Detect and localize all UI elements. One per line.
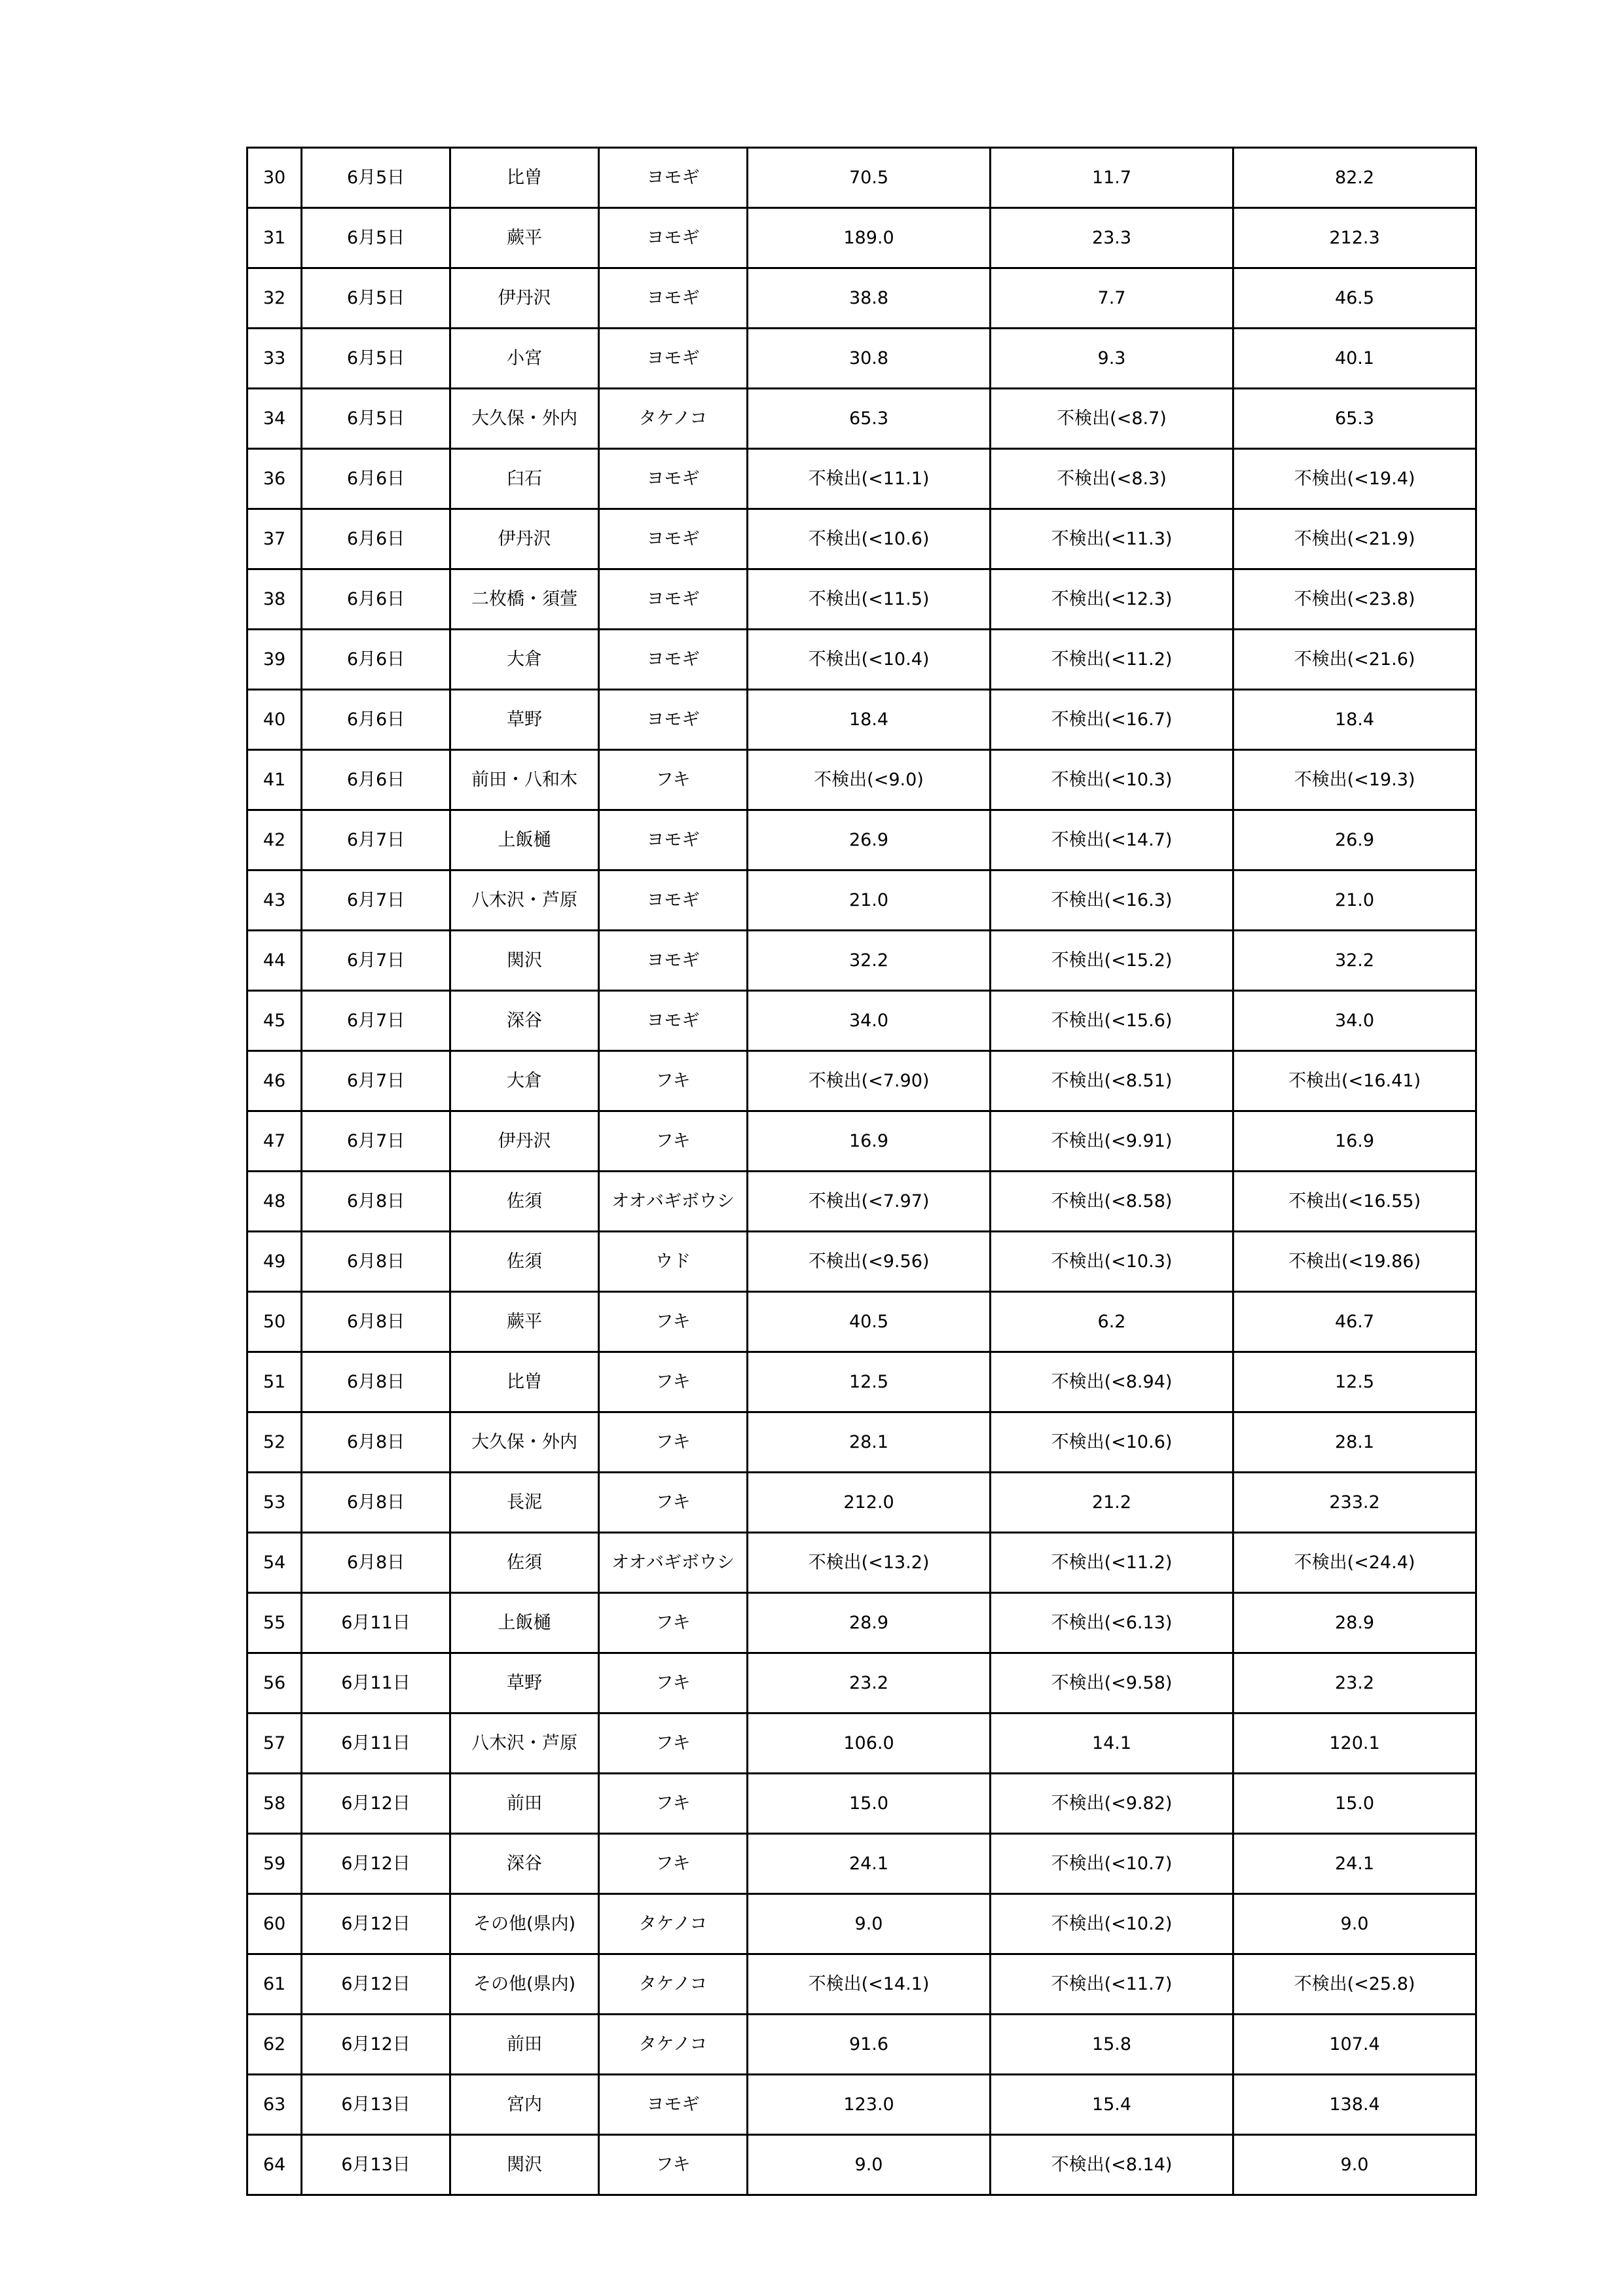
table-row [247,1653,1476,1713]
cell-date: 6月8日 [302,1232,450,1292]
cell-number: 50 [247,1292,302,1352]
cell-value-1: 9.0 [748,2135,991,2195]
cell-value-1: 106.0 [748,1713,991,1774]
cell-item: フキ [599,1774,748,1834]
cell-value-3: 不検出(<21.9) [1233,509,1476,569]
cell-area: 佐須 [450,1232,599,1292]
cell-item: フキ [599,2135,748,2195]
cell-value-2: 不検出(<16.3) [991,870,1233,931]
cell-value-2: 不検出(<11.2) [991,1533,1233,1593]
table-row [247,1292,1476,1352]
cell-date: 6月7日 [302,1111,450,1172]
cell-item: フキ [599,1834,748,1894]
table-row [247,1894,1476,1954]
cell-area: 二枚橋・須萱 [450,569,599,630]
cell-value-2: 11.7 [991,148,1233,208]
cell-value-2: 不検出(<9.82) [991,1774,1233,1834]
cell-value-1: 不検出(<9.0) [748,750,991,810]
table-row [247,1473,1476,1533]
cell-area: 伊丹沢 [450,509,599,569]
cell-number: 30 [247,148,302,208]
table-row [247,630,1476,690]
cell-value-2: 不検出(<8.94) [991,1352,1233,1412]
cell-value-2: 不検出(<15.2) [991,931,1233,991]
cell-date: 6月13日 [302,2135,450,2195]
cell-number: 42 [247,810,302,870]
cell-date: 6月5日 [302,389,450,449]
cell-area: 前田 [450,1774,599,1834]
cell-item: フキ [599,1713,748,1774]
table-row [247,1593,1476,1653]
cell-value-1: 30.8 [748,329,991,389]
table-row [247,268,1476,329]
cell-number: 46 [247,1051,302,1111]
cell-value-2: 不検出(<6.13) [991,1593,1233,1653]
table-row [247,1111,1476,1172]
cell-value-3: 不検出(<19.4) [1233,449,1476,509]
cell-value-1: 9.0 [748,1894,991,1954]
cell-value-1: 12.5 [748,1352,991,1412]
cell-item: ヨモギ [599,630,748,690]
cell-value-1: 18.4 [748,690,991,750]
cell-number: 63 [247,2075,302,2135]
cell-number: 34 [247,389,302,449]
table-row [247,1051,1476,1111]
table-row [247,148,1476,208]
cell-value-1: 28.9 [748,1593,991,1653]
cell-value-1: 不検出(<11.1) [748,449,991,509]
cell-number: 47 [247,1111,302,1172]
cell-date: 6月7日 [302,1051,450,1111]
cell-value-3: 21.0 [1233,870,1476,931]
table-row [247,1774,1476,1834]
cell-item: ヨモギ [599,870,748,931]
table-row [247,690,1476,750]
cell-value-3: 65.3 [1233,389,1476,449]
cell-value-2: 7.7 [991,268,1233,329]
cell-area: 佐須 [450,1172,599,1232]
cell-item: タケノコ [599,389,748,449]
cell-item: ヨモギ [599,569,748,630]
cell-area: 佐須 [450,1533,599,1593]
cell-area: 上飯樋 [450,810,599,870]
cell-item: ヨモギ [599,991,748,1051]
cell-value-2: 23.3 [991,208,1233,268]
cell-number: 51 [247,1352,302,1412]
cell-item: フキ [599,1111,748,1172]
cell-number: 57 [247,1713,302,1774]
cell-date: 6月7日 [302,931,450,991]
cell-item: タケノコ [599,1954,748,2015]
cell-value-2: 15.4 [991,2075,1233,2135]
cell-value-1: 不検出(<11.5) [748,569,991,630]
cell-area: 深谷 [450,1834,599,1894]
cell-area: 深谷 [450,991,599,1051]
cell-area: 大久保・外内 [450,389,599,449]
cell-value-1: 不検出(<9.56) [748,1232,991,1292]
cell-value-1: 91.6 [748,2015,991,2075]
cell-value-1: 65.3 [748,389,991,449]
cell-value-2: 不検出(<10.7) [991,1834,1233,1894]
cell-item: フキ [599,1292,748,1352]
cell-value-3: 15.0 [1233,1774,1476,1834]
cell-date: 6月5日 [302,208,450,268]
cell-date: 6月6日 [302,449,450,509]
cell-value-1: 38.8 [748,268,991,329]
cell-date: 6月6日 [302,750,450,810]
cell-value-2: 不検出(<10.2) [991,1894,1233,1954]
table-row [247,931,1476,991]
cell-date: 6月7日 [302,810,450,870]
cell-number: 40 [247,690,302,750]
cell-value-3: 120.1 [1233,1713,1476,1774]
table-row [247,1352,1476,1412]
cell-value-2: 不検出(<14.7) [991,810,1233,870]
cell-number: 55 [247,1593,302,1653]
cell-date: 6月13日 [302,2075,450,2135]
results-table-body [247,148,1476,2195]
cell-area: その他(県内) [450,1894,599,1954]
cell-area: 八木沢・芦原 [450,870,599,931]
table-row [247,2075,1476,2135]
cell-date: 6月12日 [302,2015,450,2075]
cell-item: フキ [599,1593,748,1653]
cell-value-3: 不検出(<25.8) [1233,1954,1476,2015]
cell-value-2: 不検出(<12.3) [991,569,1233,630]
cell-number: 58 [247,1774,302,1834]
cell-area: 大倉 [450,1051,599,1111]
cell-value-3: 32.2 [1233,931,1476,991]
cell-number: 44 [247,931,302,991]
cell-value-2: 不検出(<9.58) [991,1653,1233,1713]
cell-value-2: 不検出(<8.14) [991,2135,1233,2195]
cell-number: 59 [247,1834,302,1894]
cell-item: ヨモギ [599,268,748,329]
cell-date: 6月8日 [302,1292,450,1352]
cell-item: フキ [599,1412,748,1473]
cell-number: 31 [247,208,302,268]
cell-area: 伊丹沢 [450,268,599,329]
cell-value-1: 34.0 [748,991,991,1051]
cell-value-3: 16.9 [1233,1111,1476,1172]
cell-area: 比曽 [450,1352,599,1412]
cell-value-2: 不検出(<9.91) [991,1111,1233,1172]
cell-value-1: 189.0 [748,208,991,268]
table-row [247,991,1476,1051]
table-row [247,750,1476,810]
cell-value-3: 82.2 [1233,148,1476,208]
cell-number: 54 [247,1533,302,1593]
table-row [247,2015,1476,2075]
cell-area: 蕨平 [450,208,599,268]
cell-date: 6月5日 [302,268,450,329]
cell-value-2: 不検出(<10.3) [991,750,1233,810]
cell-area: 関沢 [450,931,599,991]
table-row [247,509,1476,569]
cell-date: 6月7日 [302,991,450,1051]
table-row [247,1713,1476,1774]
cell-date: 6月11日 [302,1653,450,1713]
cell-item: ヨモギ [599,329,748,389]
cell-value-2: 不検出(<10.6) [991,1412,1233,1473]
cell-item: フキ [599,1473,748,1533]
table-row [247,329,1476,389]
cell-value-1: 32.2 [748,931,991,991]
cell-date: 6月7日 [302,870,450,931]
cell-value-1: 不検出(<13.2) [748,1533,991,1593]
cell-item: ヨモギ [599,148,748,208]
cell-number: 33 [247,329,302,389]
cell-value-3: 26.9 [1233,810,1476,870]
cell-value-3: 9.0 [1233,1894,1476,1954]
cell-area: 関沢 [450,2135,599,2195]
cell-value-3: 9.0 [1233,2135,1476,2195]
cell-value-2: 21.2 [991,1473,1233,1533]
cell-value-2: 不検出(<11.2) [991,630,1233,690]
cell-item: タケノコ [599,1894,748,1954]
cell-number: 56 [247,1653,302,1713]
cell-value-1: 23.2 [748,1653,991,1713]
cell-area: 前田 [450,2015,599,2075]
cell-date: 6月8日 [302,1473,450,1533]
cell-date: 6月12日 [302,1894,450,1954]
cell-item: ヨモギ [599,449,748,509]
cell-value-2: 15.8 [991,2015,1233,2075]
cell-area: その他(県内) [450,1954,599,2015]
cell-value-2: 不検出(<11.3) [991,509,1233,569]
cell-date: 6月8日 [302,1533,450,1593]
cell-value-1: 不検出(<10.4) [748,630,991,690]
cell-area: 小宮 [450,329,599,389]
results-table [246,147,1477,2196]
cell-value-1: 24.1 [748,1834,991,1894]
cell-date: 6月8日 [302,1352,450,1412]
cell-area: 蕨平 [450,1292,599,1352]
cell-value-3: 不検出(<24.4) [1233,1533,1476,1593]
cell-date: 6月6日 [302,569,450,630]
cell-date: 6月5日 [302,329,450,389]
cell-item: ヨモギ [599,931,748,991]
cell-item: ヨモギ [599,810,748,870]
cell-value-3: 46.7 [1233,1292,1476,1352]
cell-value-3: 12.5 [1233,1352,1476,1412]
cell-item: オオバギボウシ [599,1533,748,1593]
cell-value-2: 不検出(<8.7) [991,389,1233,449]
cell-date: 6月5日 [302,148,450,208]
cell-value-1: 不検出(<14.1) [748,1954,991,2015]
cell-item: ヨモギ [599,2075,748,2135]
cell-value-3: 212.3 [1233,208,1476,268]
cell-value-2: 6.2 [991,1292,1233,1352]
table-row [247,1412,1476,1473]
table-row [247,569,1476,630]
cell-value-2: 不検出(<8.3) [991,449,1233,509]
cell-number: 45 [247,991,302,1051]
cell-area: 臼石 [450,449,599,509]
cell-number: 39 [247,630,302,690]
cell-date: 6月11日 [302,1593,450,1653]
cell-value-3: 不検出(<19.3) [1233,750,1476,810]
cell-value-3: 24.1 [1233,1834,1476,1894]
cell-date: 6月12日 [302,1774,450,1834]
cell-value-3: 不検出(<21.6) [1233,630,1476,690]
cell-date: 6月11日 [302,1713,450,1774]
cell-date: 6月6日 [302,630,450,690]
cell-number: 61 [247,1954,302,2015]
cell-value-3: 40.1 [1233,329,1476,389]
cell-item: タケノコ [599,2015,748,2075]
cell-value-3: 34.0 [1233,991,1476,1051]
table-row [247,1172,1476,1232]
cell-value-1: 212.0 [748,1473,991,1533]
cell-number: 49 [247,1232,302,1292]
cell-item: フキ [599,1653,748,1713]
cell-item: オオバギボウシ [599,1172,748,1232]
cell-area: 草野 [450,690,599,750]
cell-value-1: 不検出(<7.90) [748,1051,991,1111]
cell-value-2: 不検出(<16.7) [991,690,1233,750]
cell-number: 32 [247,268,302,329]
cell-number: 64 [247,2135,302,2195]
cell-number: 38 [247,569,302,630]
cell-value-1: 21.0 [748,870,991,931]
cell-area: 比曽 [450,148,599,208]
cell-item: ウド [599,1232,748,1292]
cell-area: 前田・八和木 [450,750,599,810]
cell-item: フキ [599,1352,748,1412]
cell-value-3: 23.2 [1233,1653,1476,1713]
cell-item: ヨモギ [599,208,748,268]
cell-value-2: 不検出(<11.7) [991,1954,1233,2015]
cell-value-3: 不検出(<19.86) [1233,1232,1476,1292]
cell-area: 大久保・外内 [450,1412,599,1473]
table-row [247,2135,1476,2195]
cell-value-2: 不検出(<10.3) [991,1232,1233,1292]
cell-value-2: 不検出(<8.51) [991,1051,1233,1111]
cell-item: ヨモギ [599,509,748,569]
cell-number: 62 [247,2015,302,2075]
cell-value-1: 123.0 [748,2075,991,2135]
cell-date: 6月12日 [302,1954,450,2015]
cell-area: 草野 [450,1653,599,1713]
cell-item: フキ [599,750,748,810]
table-row [247,870,1476,931]
table-row [247,1834,1476,1894]
cell-area: 上飯樋 [450,1593,599,1653]
cell-number: 43 [247,870,302,931]
table-row [247,1533,1476,1593]
cell-number: 48 [247,1172,302,1232]
cell-number: 60 [247,1894,302,1954]
cell-value-1: 70.5 [748,148,991,208]
cell-value-1: 26.9 [748,810,991,870]
cell-date: 6月8日 [302,1412,450,1473]
cell-date: 6月6日 [302,509,450,569]
cell-date: 6月6日 [302,690,450,750]
table-row [247,1954,1476,2015]
cell-value-2: 不検出(<8.58) [991,1172,1233,1232]
cell-number: 41 [247,750,302,810]
table-row [247,208,1476,268]
cell-item: ヨモギ [599,690,748,750]
cell-value-2: 14.1 [991,1713,1233,1774]
cell-area: 長泥 [450,1473,599,1533]
cell-area: 宮内 [450,2075,599,2135]
cell-value-1: 不検出(<7.97) [748,1172,991,1232]
cell-value-1: 28.1 [748,1412,991,1473]
cell-number: 53 [247,1473,302,1533]
table-row [247,449,1476,509]
cell-area: 伊丹沢 [450,1111,599,1172]
cell-value-1: 40.5 [748,1292,991,1352]
cell-number: 36 [247,449,302,509]
cell-value-2: 9.3 [991,329,1233,389]
cell-area: 八木沢・芦原 [450,1713,599,1774]
cell-item: フキ [599,1051,748,1111]
table-row [247,810,1476,870]
cell-date: 6月12日 [302,1834,450,1894]
cell-value-3: 不検出(<23.8) [1233,569,1476,630]
cell-value-3: 46.5 [1233,268,1476,329]
cell-value-3: 107.4 [1233,2015,1476,2075]
cell-value-3: 不検出(<16.55) [1233,1172,1476,1232]
cell-value-3: 233.2 [1233,1473,1476,1533]
cell-value-3: 28.9 [1233,1593,1476,1653]
cell-value-1: 15.0 [748,1774,991,1834]
table-row [247,389,1476,449]
cell-date: 6月8日 [302,1172,450,1232]
cell-area: 大倉 [450,630,599,690]
cell-value-3: 不検出(<16.41) [1233,1051,1476,1111]
cell-value-1: 不検出(<10.6) [748,509,991,569]
cell-number: 37 [247,509,302,569]
cell-value-3: 138.4 [1233,2075,1476,2135]
cell-value-2: 不検出(<15.6) [991,991,1233,1051]
cell-value-3: 18.4 [1233,690,1476,750]
cell-number: 52 [247,1412,302,1473]
cell-value-3: 28.1 [1233,1412,1476,1473]
table-row [247,1232,1476,1292]
cell-value-1: 16.9 [748,1111,991,1172]
